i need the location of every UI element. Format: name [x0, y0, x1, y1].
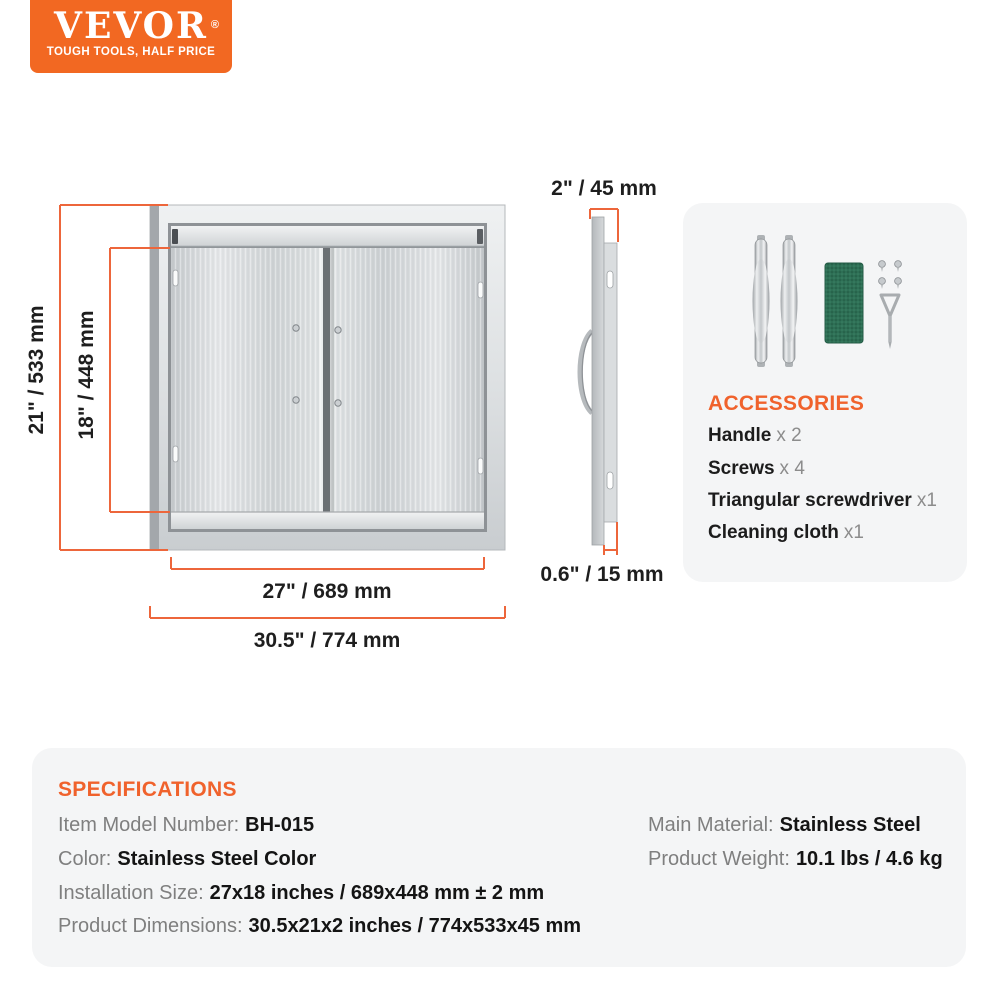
mounting-slot-icon [173, 270, 178, 286]
accessory-item-screwdriver [708, 490, 937, 512]
hinge-pin-icon [477, 229, 483, 244]
spec-row-material [648, 814, 921, 837]
specifications-title: SPECIFICATIONS [58, 778, 237, 801]
spec-row-color [58, 848, 316, 871]
cleaning-cloth-icon [825, 263, 863, 343]
door-side-view-diagram [540, 165, 680, 595]
brand-name [54, 5, 221, 47]
door-top-rail [171, 226, 484, 246]
screws-icon [879, 261, 902, 289]
spec-value: 27x18 inches / 689x448 mm ± 2 mm [209, 882, 545, 904]
handle-icon [753, 235, 770, 367]
accessories-title: ACCESSORIES [708, 392, 865, 415]
spec-row-installation-size [58, 882, 544, 905]
spec-label: Color: [58, 848, 112, 870]
triangular-screwdriver-icon [881, 295, 899, 349]
spec-row-product-dimensions [58, 915, 581, 938]
dimension-label-depth-top: 2" / 45 mm [551, 177, 657, 200]
spec-label: Installation Size: [58, 882, 204, 904]
spec-label: Product Dimensions: [58, 915, 243, 937]
accessories-illustration [735, 231, 915, 381]
accessories-card [683, 203, 967, 582]
dimension-label-height-inner: 18" / 448 mm [75, 310, 98, 440]
right-door-edge-shade [330, 248, 334, 512]
registered-mark-icon: ® [210, 19, 221, 31]
mounting-slot-icon [173, 446, 178, 462]
brand-tagline: TOUGH TOOLS, HALF PRICE [46, 46, 216, 58]
screw-dot-icon [335, 400, 341, 406]
side-back-plate [592, 217, 604, 545]
spec-value: BH-015 [245, 814, 315, 836]
spec-label: Item Model Number: [58, 814, 240, 836]
mounting-slot-icon [478, 458, 483, 474]
accessory-name: Triangular screwdriver [708, 490, 912, 511]
accessory-item-handle [708, 425, 802, 447]
screw-dot-icon [293, 397, 299, 403]
spec-label: Product Weight: [648, 848, 790, 870]
mounting-slot-icon [607, 472, 613, 489]
door-bottom-rail [171, 512, 484, 529]
accessory-item-screws [708, 458, 805, 480]
brand-name-text: VEVOR [54, 5, 208, 47]
mounting-slot-icon [607, 271, 613, 288]
hinge-pin-icon [172, 229, 178, 244]
accessory-qty: x1 [916, 490, 937, 511]
accessory-name: Handle [708, 425, 772, 446]
spec-value: Stainless Steel [779, 814, 921, 836]
accessory-qty: x 4 [779, 458, 805, 479]
spec-value: 10.1 lbs / 4.6 kg [795, 848, 943, 870]
spec-row-model [58, 814, 314, 837]
spec-label: Main Material: [648, 814, 774, 836]
side-dimension-lines-bottom [604, 522, 617, 555]
spec-row-weight [648, 848, 943, 871]
screw-dot-icon [293, 325, 299, 331]
dimension-label-width-inner: 27" / 689 mm [262, 580, 392, 603]
accessory-qty: x 2 [776, 425, 802, 446]
dimension-label-width-outer: 30.5" / 774 mm [253, 629, 401, 652]
door-illustration [150, 205, 505, 550]
dimension-label-height-outer: 21" / 533 mm [25, 305, 48, 435]
left-door-edge-highlight [319, 248, 323, 512]
specifications-card [32, 748, 966, 967]
door-front-view-diagram [20, 170, 540, 670]
spec-value: 30.5x21x2 inches / 774x533x45 mm [248, 915, 582, 937]
door-frame-left-edge [150, 205, 159, 550]
accessory-item-cloth [708, 522, 864, 544]
mounting-slot-icon [478, 282, 483, 298]
accessory-name: Screws [708, 458, 775, 479]
dimension-label-depth-bottom: 0.6" / 15 mm [540, 563, 664, 586]
accessory-qty: x1 [843, 522, 864, 543]
handle-icon [781, 235, 798, 367]
screw-dot-icon [335, 327, 341, 333]
vevor-logo [30, 0, 232, 73]
accessory-name: Cleaning cloth [708, 522, 839, 543]
spec-value: Stainless Steel Color [117, 848, 317, 870]
door-center-divider [323, 248, 330, 512]
